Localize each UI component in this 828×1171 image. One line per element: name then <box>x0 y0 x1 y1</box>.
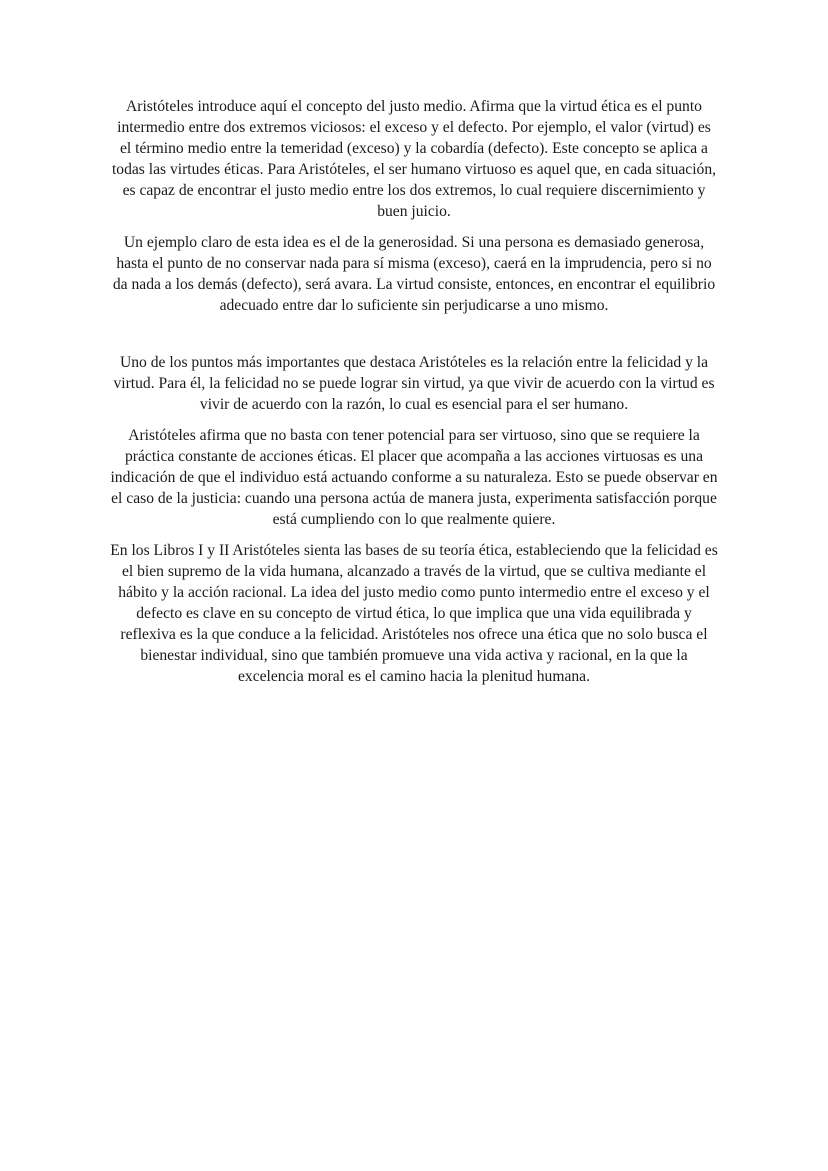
document-page <box>110 96 718 697</box>
paragraph-generosidad: Un ejemplo claro de esta idea es el de la generosidad. Si una persona es demasiado generosa, hasta el punto de no conservar nada para sí misma (exceso), caerá en la imprudencia, pero si no da nada a los demás (defecto), será avara. La virtud consiste, entonces, en encontrar el equilibrio adecuado entre dar lo suficiente sin perjudicarse a uno mismo. <box>112 234 716 314</box>
paragraph-conclusion: En los Libros I y II Aristóteles sienta las bases de su teoría ética, estableciendo que la felicidad es el bien supremo de la vida humana, alcanzado a través de la virtud, que se cultiva mediante el hábito y la acción racional. La idea del justo medio como punto intermedio entre el exceso y el defecto es clave en su concepto de virtud ética, lo que implica que una vida equilibrada y reflexiva es la que conduce a la felicidad. Aristóteles nos ofrece una ética que no solo busca el bienestar individual, sino que también promueve una vida activa y racional, en la que la excelencia moral es el camino hacia la plenitud humana. <box>110 542 718 685</box>
paragraph-felicidad-virtud: Uno de los puntos más importantes que destaca Aristóteles es la relación entre la felicidad y la virtud. Para él, la felicidad no se puede lograr sin virtud, ya que vivir de acuerdo con la virtud es vivir de acuerdo con la razón, lo cual es esencial para el ser humano. <box>113 354 715 413</box>
paragraph-justo-medio: Aristóteles introduce aquí el concepto del justo medio. Afirma que la virtud ética es el punto intermedio entre dos extremos viciosos: el exceso y el defecto. Por ejemplo, el valor (virtud) es el término medio entre la temeridad (exceso) y la cobardía (defecto). Este concepto se aplica a todas las virtudes éticas. Para Aristóteles, el ser humano virtuoso es aquel que, en cada situación, es capaz de encontrar el justo medio entre los dos extremos, lo cual requiere discernimiento y buen juicio. <box>111 98 717 220</box>
paragraph-practica-acciones: Aristóteles afirma que no basta con tener potencial para ser virtuoso, sino que se requiere la práctica constante de acciones éticas. El placer que acompaña a las acciones virtuosas es una indicación de que el individuo está actuando conforme a su naturaleza. Esto se puede observar en el caso de la justicia: cuando una persona actúa de manera justa, experimenta satisfacción porque está cumpliendo con lo que realmente quiere. <box>110 427 718 528</box>
